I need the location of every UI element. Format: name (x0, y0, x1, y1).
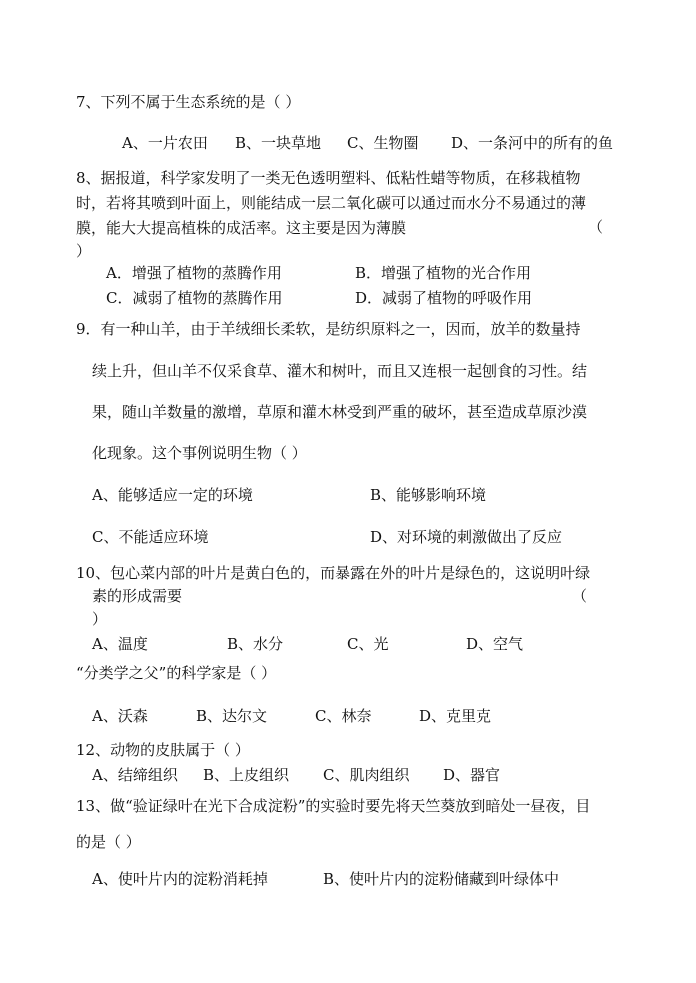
q12-option-c: C、肌肉组织 (323, 766, 410, 784)
q8-line-1: 8、据报道，科学家发明了一类无色透明塑料、低粘性蜡等物质，在移栽植物 (76, 169, 581, 187)
q12-stem: 12、动物的皮肤属于（ ） (76, 741, 250, 759)
q9-line-2: 续上升，但山羊不仅采食草、灌木和树叶，而且又连根一起刨食的习性。结 (92, 362, 588, 380)
q10-option-d: D、空气 (466, 635, 524, 653)
q10-answer-paren-close: ） (92, 610, 108, 628)
q13-option-b: B、使叶片内的淀粉储藏到叶绿体中 (323, 870, 560, 888)
q7-option-d: D、一条河中的所有的鱼 (451, 134, 614, 152)
q9-option-a: A、能够适应一定的环境 (92, 486, 253, 504)
q9-option-d: D、对环境的刺激做出了反应 (370, 528, 563, 546)
q10-option-c: C、光 (347, 635, 389, 653)
q13-line-1: 13、做“验证绿叶在光下合成淀粉”的实验时要先将天竺葵放到暗处一昼夜，目 (76, 797, 591, 815)
q9-option-b: B、能够影响环境 (370, 486, 487, 504)
q7-option-a: A、一片农田 (122, 134, 208, 152)
q12-option-a: A、结缔组织 (92, 766, 178, 784)
q9-line-4: 化现象。这个事例说明生物（ ） (92, 444, 307, 462)
q7-option-c: C、生物圈 (347, 134, 419, 152)
q8-option-b: B．增强了植物的光合作用 (355, 264, 532, 282)
q8-option-a: A．增强了植物的蒸腾作用 (106, 264, 282, 282)
q10-line-1: 10、包心菜内部的叶片是黄白色的，而暴露在外的叶片是绿色的，这说明叶绿 (76, 564, 591, 582)
q8-option-d: D．减弱了植物的呼吸作用 (355, 289, 533, 307)
q8-answer-paren-close: ） (76, 242, 92, 260)
q11-option-a: A、沃森 (92, 707, 148, 725)
q10-line-2: 素的形成需要 (92, 587, 183, 605)
q8-line-2: 时，若将其喷到叶面上，则能结成一层二氧化碳可以通过而水分不易通过的薄 (76, 194, 587, 212)
q13-option-a: A、使叶片内的淀粉消耗掉 (92, 870, 268, 888)
q10-answer-paren-open: （ (572, 587, 588, 605)
q7-option-b: B、一块草地 (235, 134, 322, 152)
q7-stem: 7、下列不属于生态系统的是（ ） (76, 93, 301, 111)
q10-option-b: B、水分 (227, 635, 284, 653)
q11-option-b: B、达尔文 (196, 707, 268, 725)
q8-option-c: C．减弱了植物的蒸腾作用 (106, 289, 283, 307)
q8-line-3: 膜，能大大提高植株的成活率。这主要是因为薄膜 (76, 219, 407, 237)
q9-option-c: C、不能适应环境 (92, 528, 209, 546)
q13-line-2: 的是（ ） (76, 833, 141, 851)
q8-answer-paren-open: （ (588, 218, 604, 236)
q9-line-1: 9．有一种山羊，由于羊绒细长柔软，是纺织原料之一，因而，放羊的数量持 (76, 320, 581, 338)
q9-line-3: 果，随山羊数量的激增，草原和灌木林受到严重的破坏，甚至造成草原沙漠 (92, 403, 588, 421)
q11-option-c: C、林奈 (315, 707, 372, 725)
q12-option-d: D、器官 (443, 766, 501, 784)
q12-option-b: B、上皮组织 (203, 766, 290, 784)
q11-stem: “分类学之父”的科学家是（ ） (76, 664, 277, 682)
q10-option-a: A、温度 (92, 635, 148, 653)
q11-option-d: D、克里克 (419, 707, 492, 725)
